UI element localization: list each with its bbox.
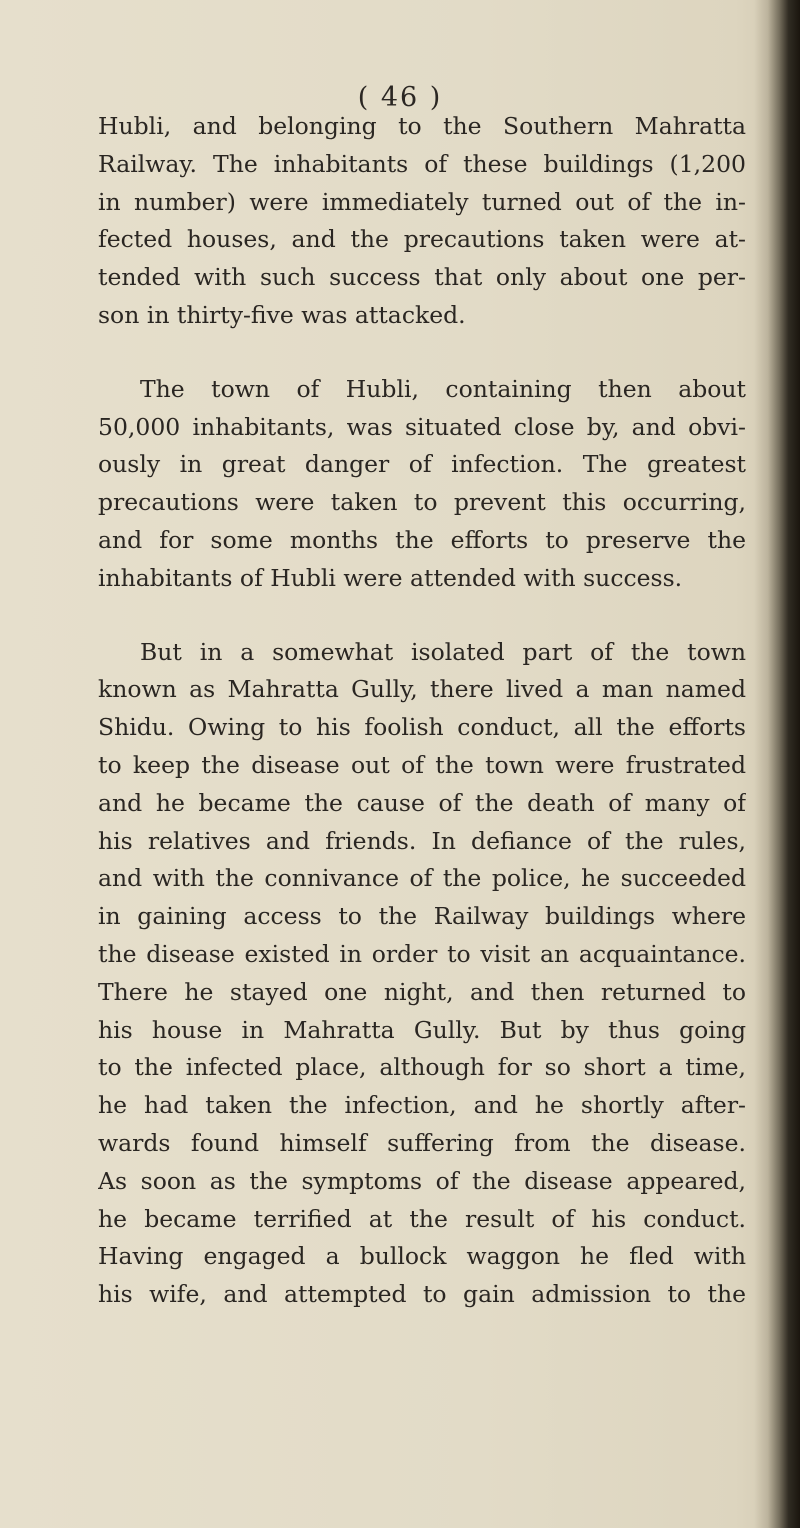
- text-line: tended with such success that only about one per-: [98, 263, 746, 292]
- paragraph-3: [98, 634, 746, 1314]
- text-line: precautions were taken to prevent this occurring,: [98, 488, 746, 517]
- page-binding-shadow: [754, 0, 800, 1528]
- text-line: There he stayed one night, and then returned to: [98, 977, 746, 1006]
- paragraph-1: [98, 108, 746, 335]
- text-line: to the infected place, although for so short a time,: [98, 1053, 746, 1082]
- text-line: fected houses, and the precautions taken were at-: [98, 225, 746, 254]
- text-line: son in thirty-five was attacked.: [98, 300, 466, 329]
- text-line: wards found himself suffering from the disease.: [98, 1128, 746, 1157]
- text-line: the disease existed in order to visit an acquaintance.: [98, 939, 746, 968]
- text-line: ously in great danger of infection. The greatest: [98, 450, 746, 479]
- text-line: known as Mahratta Gully, there lived a man named: [98, 675, 746, 704]
- text-line: Shidu. Owing to his foolish conduct, all the efforts: [98, 713, 746, 742]
- text-line: in gaining access to the Railway buildings where: [98, 902, 746, 931]
- text-line: and for some months the efforts to preserve the: [98, 525, 746, 554]
- text-line: The town of Hubli, containing then about: [140, 374, 746, 403]
- page-number: ( 46 ): [357, 82, 443, 113]
- text-line: But in a somewhat isolated part of the town: [140, 637, 746, 666]
- text-line: and with the connivance of the police, he succeeded: [98, 864, 746, 893]
- body-text: [98, 108, 746, 1314]
- text-line: Railway. The inhabitants of these buildings (1,200: [98, 149, 746, 178]
- text-line: his house in Mahratta Gully. But by thus going: [98, 1015, 746, 1044]
- text-line: As soon as the symptoms of the disease appeared,: [98, 1166, 746, 1195]
- text-line: his relatives and friends. In defiance of the rules,: [98, 826, 746, 855]
- text-line: inhabitants of Hubli were attended with success.: [98, 563, 683, 592]
- text-line: he had taken the infection, and he shortly after-: [98, 1091, 746, 1120]
- text-line: in number) were immediately turned out of the in-: [98, 187, 746, 216]
- text-line: his wife, and attempted to gain admission to the: [98, 1280, 746, 1309]
- text-line: he became terrified at the result of his conduct.: [98, 1204, 746, 1233]
- paragraph-2: [98, 371, 746, 598]
- text-line: Having engaged a bullock waggon he fled with: [98, 1242, 746, 1271]
- text-line: and he became the cause of the death of many of: [98, 788, 746, 817]
- paragraph-gap: [98, 598, 746, 634]
- text-line: 50,000 inhabitants, was situated close by, and obvi-: [98, 412, 746, 441]
- text-line: to keep the disease out of the town were frustrated: [98, 750, 746, 779]
- paragraph-gap: [98, 335, 746, 371]
- text-line: Hubli, and belonging to the Southern Mahratta: [98, 112, 746, 140]
